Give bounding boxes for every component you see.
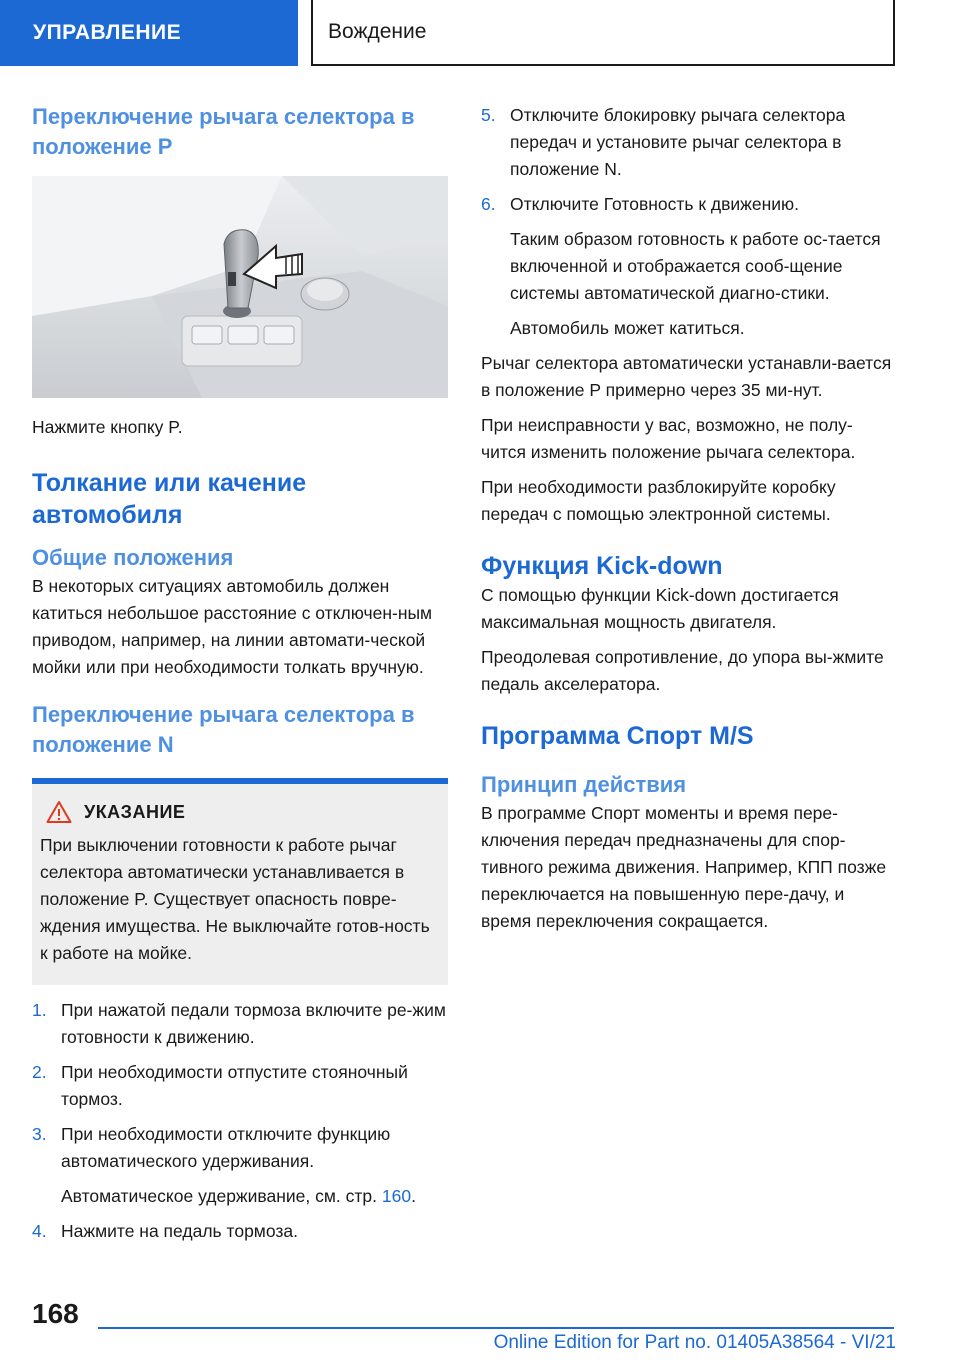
paragraph-kickdown-2: Преодолевая сопротивление, до упора вы‐жмите педаль акселератора. (481, 647, 884, 694)
warning-box (32, 778, 448, 985)
step-text: При необходимости отключите функцию автоматического удерживания. (61, 1124, 391, 1171)
steps-list-left (32, 997, 448, 1245)
list-item (32, 1218, 448, 1245)
paragraph-general: В некоторых ситуациях автомобиль должен катиться небольшое расстояние с отключен‐ным приводом, например, на линии автомати‐ческой мойки или при необходимости толкать вручную. (32, 576, 433, 677)
heading-sport: Программа Спорт M/S (481, 722, 754, 750)
right-column (481, 102, 896, 935)
step-number: 6. (481, 194, 496, 214)
warning-triangle-icon (46, 800, 72, 824)
step-note: Автомобиль может катиться. (510, 318, 745, 338)
edition-info: Online Edition for Part no. 01405A38564 - VI/21 (493, 1332, 896, 1353)
page-number: 168 (32, 1298, 79, 1329)
gear-selector-image (32, 176, 448, 398)
heading-general: Общие положения (32, 545, 234, 570)
heading-kickdown: Функция Kick-down (481, 552, 723, 580)
page-reference-link[interactable]: 160 (381, 1186, 412, 1206)
paragraph-principle: В программе Спорт моменты и время пере‐ключения передач предназначены для спор‐тивного режима движения. Например, КПП позже переключается на повышенную пере‐дачу, и время переключения сокращается. (481, 803, 887, 931)
step-number: 5. (481, 105, 496, 125)
section-title: УПРАВЛЕНИЕ (33, 21, 182, 44)
heading-neutral: Переключение рычага селектора в положение N (32, 702, 415, 757)
step-note: Таким образом готовность к работе ос‐тается включенной и отображается сооб‐щение системы автоматической диагно‐стики. (510, 229, 881, 303)
paragraph-malfunction: При неисправности у вас, возможно, не полу‐чится изменить положение рычага селектора. (481, 415, 856, 462)
step-note-text: Автоматическое удерживание, см. стр. (61, 1186, 378, 1206)
paragraph-unlock: При необходимости разблокируйте коробку передач с помощью электронной системы. (481, 477, 836, 524)
heading-principle: Принцип действия (481, 772, 687, 797)
heading-push: Толкание или качение автомобиля (32, 469, 307, 529)
step-note-end: . (411, 1186, 416, 1206)
warning-text: При выключении готовности к работе рычаг селектора автоматически устанавливается в положение P. Существует опасность повре‐ждения имущества. Не выключайте готов‐ность к работе на мойке. (40, 835, 430, 963)
heading-park: Переключение рычага селектора в положение P (32, 104, 415, 159)
warning-title: УКАЗАНИЕ (84, 801, 186, 822)
list-item (32, 997, 448, 1051)
step-text: Отключите Готовность к движению. (510, 194, 800, 214)
step-text: Нажмите на педаль тормоза. (61, 1221, 298, 1241)
list-item (481, 102, 896, 183)
header-chapter (311, 0, 895, 66)
step-number: 4. (32, 1221, 47, 1241)
paragraph-auto-park: Рычаг селектора автоматически устанавли‐вается в положение P примерно через 35 ми‐нут. (481, 353, 892, 400)
selector-lever-illustration (32, 176, 448, 398)
header-section (0, 0, 298, 66)
list-item (32, 1121, 448, 1175)
step-number: 2. (32, 1062, 47, 1082)
chapter-title: Вождение (328, 20, 427, 43)
figure-caption: Нажмите кнопку P. (32, 417, 183, 437)
step-text: При нажатой педали тормоза включите ре‐жим готовности к движению. (61, 1000, 446, 1047)
step-text: При необходимости отпустите стояночный тормоз. (61, 1062, 408, 1109)
step-number: 3. (32, 1124, 47, 1144)
warning-header (40, 800, 438, 824)
left-column (32, 102, 448, 1245)
paragraph-kickdown-1: С помощью функции Kick-down достигается максимальная мощность двигателя. (481, 585, 839, 632)
step-number: 1. (32, 1000, 47, 1020)
step-note (32, 1183, 448, 1210)
list-item (32, 1059, 448, 1113)
list-item (481, 191, 896, 218)
step-text: Отключите блокировку рычага селектора передач и установите рычаг селектора в положение N. (510, 105, 846, 179)
footer-divider (98, 1327, 894, 1329)
